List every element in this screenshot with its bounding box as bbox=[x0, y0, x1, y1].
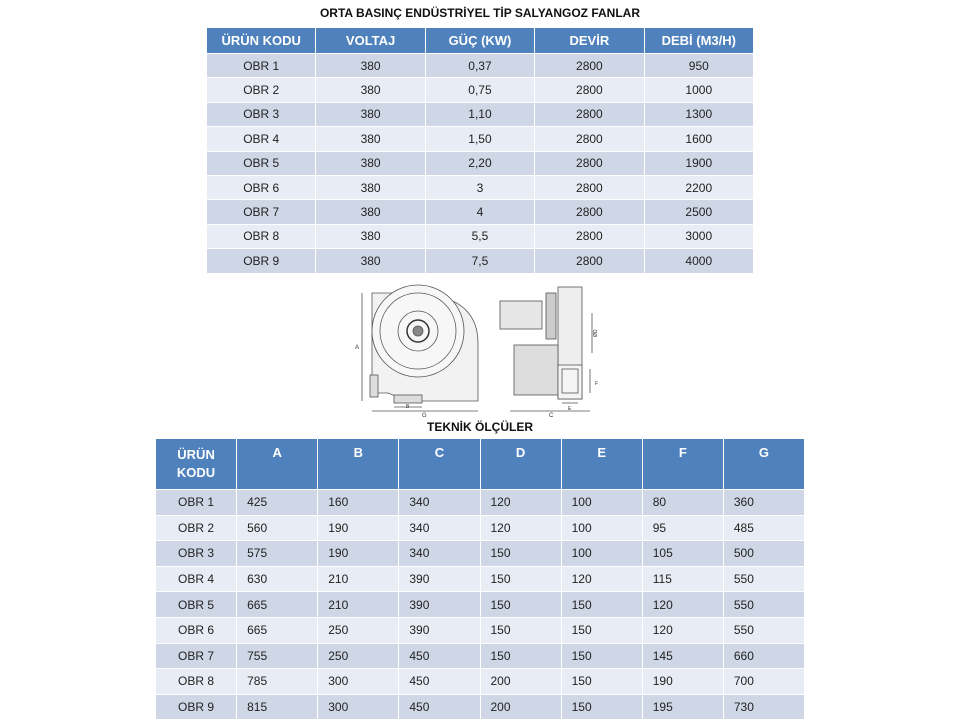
fan-front-view bbox=[362, 285, 478, 411]
dimensions-table-cell: 210 bbox=[318, 566, 399, 592]
dimensions-table-cell: 145 bbox=[642, 643, 723, 669]
product-table-cell: 2800 bbox=[535, 151, 644, 175]
dimensions-table-cell: 340 bbox=[399, 515, 480, 541]
dim-label-c: C bbox=[549, 413, 554, 419]
dimensions-table-header-cell: A bbox=[237, 439, 318, 490]
product-table-cell: 0,37 bbox=[425, 54, 534, 78]
dimensions-table-row bbox=[156, 490, 805, 516]
product-table-cell: 2800 bbox=[535, 54, 644, 78]
dimensions-table-cell: 120 bbox=[480, 515, 561, 541]
product-table-cell: 3 bbox=[425, 175, 534, 199]
product-table-cell: 2,20 bbox=[425, 151, 534, 175]
product-table-cell: 4000 bbox=[644, 249, 753, 273]
product-table-row bbox=[207, 78, 754, 102]
dimensions-table-cell: 250 bbox=[318, 617, 399, 643]
dimensions-table-code-cell: OBR 4 bbox=[156, 566, 237, 592]
dimensions-table-cell: 575 bbox=[237, 541, 318, 567]
dimensions-table-cell: 665 bbox=[237, 592, 318, 618]
product-table-cell: 380 bbox=[316, 249, 425, 273]
dimensions-table-header-cell: ÜRÜN KODU bbox=[156, 439, 237, 490]
dimensions-table-cell: 550 bbox=[723, 566, 804, 592]
dimensions-table-cell: 500 bbox=[723, 541, 804, 567]
dimensions-table-header-cell: G bbox=[723, 439, 804, 490]
dimensions-table-cell: 450 bbox=[399, 669, 480, 695]
dimensions-table-cell: 150 bbox=[480, 566, 561, 592]
dimensions-table-code-cell: OBR 2 bbox=[156, 515, 237, 541]
dimensions-table-cell: 665 bbox=[237, 617, 318, 643]
product-table-cell: 5,5 bbox=[425, 224, 534, 248]
product-table-code-cell: OBR 1 bbox=[207, 54, 316, 78]
dimensions-table-header-cell: E bbox=[561, 439, 642, 490]
dimensions-table-cell: 115 bbox=[642, 566, 723, 592]
product-table-row bbox=[207, 249, 754, 273]
product-table-header-row bbox=[207, 28, 754, 54]
product-table-header-cell: DEBİ (M3/H) bbox=[644, 28, 753, 54]
dimensions-table-code-cell: OBR 6 bbox=[156, 617, 237, 643]
product-table-cell: 950 bbox=[644, 54, 753, 78]
dimensions-table-row bbox=[156, 669, 805, 695]
dimensions-table-cell: 730 bbox=[723, 694, 804, 720]
dimensions-table-header-cell: F bbox=[642, 439, 723, 490]
dimensions-table-cell: 190 bbox=[318, 541, 399, 567]
dimensions-table-cell: 120 bbox=[642, 592, 723, 618]
dimensions-table-cell: 550 bbox=[723, 617, 804, 643]
product-table-body bbox=[207, 54, 754, 274]
product-table-cell: 1,10 bbox=[425, 102, 534, 126]
product-table-row bbox=[207, 102, 754, 126]
dimensions-table-cell: 200 bbox=[480, 669, 561, 695]
dimensions-table-cell: 150 bbox=[480, 541, 561, 567]
dimensions-table-cell: 210 bbox=[318, 592, 399, 618]
product-table-row bbox=[207, 224, 754, 248]
product-table-cell: 2800 bbox=[535, 127, 644, 151]
product-table-code-cell: OBR 7 bbox=[207, 200, 316, 224]
dimensions-table-cell: 150 bbox=[480, 617, 561, 643]
product-table-cell: 2800 bbox=[535, 200, 644, 224]
dimensions-table-cell: 150 bbox=[480, 643, 561, 669]
dimensions-table-code-cell: OBR 5 bbox=[156, 592, 237, 618]
product-table-code-cell: OBR 5 bbox=[207, 151, 316, 175]
dimensions-table-cell: 95 bbox=[642, 515, 723, 541]
product-table-header-cell: GÜÇ (KW) bbox=[425, 28, 534, 54]
dimensions-table-cell: 425 bbox=[237, 490, 318, 516]
dimensions-table-cell: 700 bbox=[723, 669, 804, 695]
dimensions-table-cell: 485 bbox=[723, 515, 804, 541]
dim-label-b: B bbox=[406, 404, 410, 410]
product-table-header-cell: DEVİR bbox=[535, 28, 644, 54]
dimensions-table bbox=[155, 438, 805, 720]
dimensions-table-cell: 190 bbox=[642, 669, 723, 695]
dimensions-table-cell: 100 bbox=[561, 515, 642, 541]
product-table-cell: 3000 bbox=[644, 224, 753, 248]
dimensions-table-cell: 815 bbox=[237, 694, 318, 720]
dimensions-table-cell: 160 bbox=[318, 490, 399, 516]
dimensions-table-body bbox=[156, 490, 805, 720]
product-table-cell: 1600 bbox=[644, 127, 753, 151]
product-table-cell: 380 bbox=[316, 175, 425, 199]
dimensions-table-cell: 660 bbox=[723, 643, 804, 669]
dimensions-table-row bbox=[156, 566, 805, 592]
dimensions-table-header-cell: B bbox=[318, 439, 399, 490]
dimensions-table-cell: 300 bbox=[318, 694, 399, 720]
dimensions-table-cell: 560 bbox=[237, 515, 318, 541]
dimensions-table-row bbox=[156, 617, 805, 643]
dimensions-table-row bbox=[156, 515, 805, 541]
fan-side-view bbox=[500, 287, 592, 411]
dimensions-table-header-cell: C bbox=[399, 439, 480, 490]
dim-label-f: F bbox=[595, 381, 599, 387]
dimensions-table-cell: 390 bbox=[399, 592, 480, 618]
page-title: ORTA BASINÇ ENDÜSTRİYEL TİP SALYANGOZ FANLAR bbox=[319, 6, 641, 20]
dim-label-g: G bbox=[422, 413, 427, 419]
dimensions-table-cell: 150 bbox=[561, 617, 642, 643]
dimensions-table-row bbox=[156, 592, 805, 618]
dimensions-table-header-cell: D bbox=[480, 439, 561, 490]
dimensions-table-code-cell: OBR 1 bbox=[156, 490, 237, 516]
product-table-code-cell: OBR 2 bbox=[207, 78, 316, 102]
fan-technical-drawing bbox=[350, 283, 610, 423]
product-table-cell: 4 bbox=[425, 200, 534, 224]
product-table-header-cell: VOLTAJ bbox=[316, 28, 425, 54]
dimensions-table-cell: 200 bbox=[480, 694, 561, 720]
dimensions-table-cell: 340 bbox=[399, 490, 480, 516]
dimensions-table-code-cell: OBR 3 bbox=[156, 541, 237, 567]
product-table-cell: 1000 bbox=[644, 78, 753, 102]
dimensions-table-cell: 195 bbox=[642, 694, 723, 720]
dimensions-table-cell: 390 bbox=[399, 566, 480, 592]
dimensions-table-cell: 105 bbox=[642, 541, 723, 567]
dimensions-table-code-cell: OBR 8 bbox=[156, 669, 237, 695]
dimensions-table-cell: 150 bbox=[561, 669, 642, 695]
product-table-cell: 1900 bbox=[644, 151, 753, 175]
dim-label-e: E bbox=[568, 406, 572, 412]
technical-dimensions-title: TEKNİK ÖLÇÜLER bbox=[427, 420, 533, 434]
product-table bbox=[206, 27, 754, 274]
product-table-cell: 7,5 bbox=[425, 249, 534, 273]
product-table-cell: 380 bbox=[316, 54, 425, 78]
dimensions-table-cell: 450 bbox=[399, 643, 480, 669]
dimensions-table-code-cell: OBR 7 bbox=[156, 643, 237, 669]
product-table-header-cell: ÜRÜN KODU bbox=[207, 28, 316, 54]
product-table-row bbox=[207, 54, 754, 78]
dimensions-table-cell: 630 bbox=[237, 566, 318, 592]
product-table-code-cell: OBR 9 bbox=[207, 249, 316, 273]
product-table-row bbox=[207, 175, 754, 199]
product-table-cell: 0,75 bbox=[425, 78, 534, 102]
dimensions-table-code-cell: OBR 9 bbox=[156, 694, 237, 720]
product-table-cell: 2800 bbox=[535, 224, 644, 248]
product-table-cell: 1,50 bbox=[425, 127, 534, 151]
product-table-cell: 1300 bbox=[644, 102, 753, 126]
product-table-cell: 380 bbox=[316, 127, 425, 151]
dimensions-table-row bbox=[156, 541, 805, 567]
dimensions-table-row bbox=[156, 643, 805, 669]
dimensions-table-row bbox=[156, 694, 805, 720]
product-table-row bbox=[207, 127, 754, 151]
dimensions-table-cell: 150 bbox=[561, 643, 642, 669]
dimensions-table-cell: 250 bbox=[318, 643, 399, 669]
product-table-cell: 2200 bbox=[644, 175, 753, 199]
product-table-code-cell: OBR 6 bbox=[207, 175, 316, 199]
dimensions-table-cell: 550 bbox=[723, 592, 804, 618]
dimensions-table-cell: 80 bbox=[642, 490, 723, 516]
dimensions-table-cell: 120 bbox=[642, 617, 723, 643]
product-table-cell: 380 bbox=[316, 78, 425, 102]
dimensions-table-cell: 150 bbox=[480, 592, 561, 618]
product-table-cell: 2800 bbox=[535, 249, 644, 273]
dimensions-table-cell: 150 bbox=[561, 592, 642, 618]
product-table-row bbox=[207, 200, 754, 224]
product-table-cell: 380 bbox=[316, 224, 425, 248]
dimensions-table-header-row bbox=[156, 439, 805, 490]
product-table-row bbox=[207, 151, 754, 175]
dimensions-table-cell: 120 bbox=[561, 566, 642, 592]
product-table-cell: 2800 bbox=[535, 175, 644, 199]
product-table-cell: 380 bbox=[316, 102, 425, 126]
product-table-code-cell: OBR 3 bbox=[207, 102, 316, 126]
product-table-code-cell: OBR 4 bbox=[207, 127, 316, 151]
dimensions-table-cell: 785 bbox=[237, 669, 318, 695]
dim-label-a: A bbox=[355, 345, 360, 351]
product-table-cell: 2800 bbox=[535, 102, 644, 126]
product-table-cell: 2500 bbox=[644, 200, 753, 224]
product-table-cell: 380 bbox=[316, 200, 425, 224]
dimensions-table-cell: 150 bbox=[561, 694, 642, 720]
dimensions-table-cell: 190 bbox=[318, 515, 399, 541]
dimensions-table-cell: 360 bbox=[723, 490, 804, 516]
dimensions-table-cell: 100 bbox=[561, 541, 642, 567]
dimensions-table-cell: 300 bbox=[318, 669, 399, 695]
dimensions-table-cell: 120 bbox=[480, 490, 561, 516]
dimensions-table-cell: 100 bbox=[561, 490, 642, 516]
dimensions-table-cell: 755 bbox=[237, 643, 318, 669]
dimensions-table-cell: 390 bbox=[399, 617, 480, 643]
dim-label-d: ØD bbox=[593, 329, 599, 337]
product-table-cell: 380 bbox=[316, 151, 425, 175]
product-table-cell: 2800 bbox=[535, 78, 644, 102]
dimensions-table-cell: 450 bbox=[399, 694, 480, 720]
product-table-code-cell: OBR 8 bbox=[207, 224, 316, 248]
dimensions-table-cell: 340 bbox=[399, 541, 480, 567]
